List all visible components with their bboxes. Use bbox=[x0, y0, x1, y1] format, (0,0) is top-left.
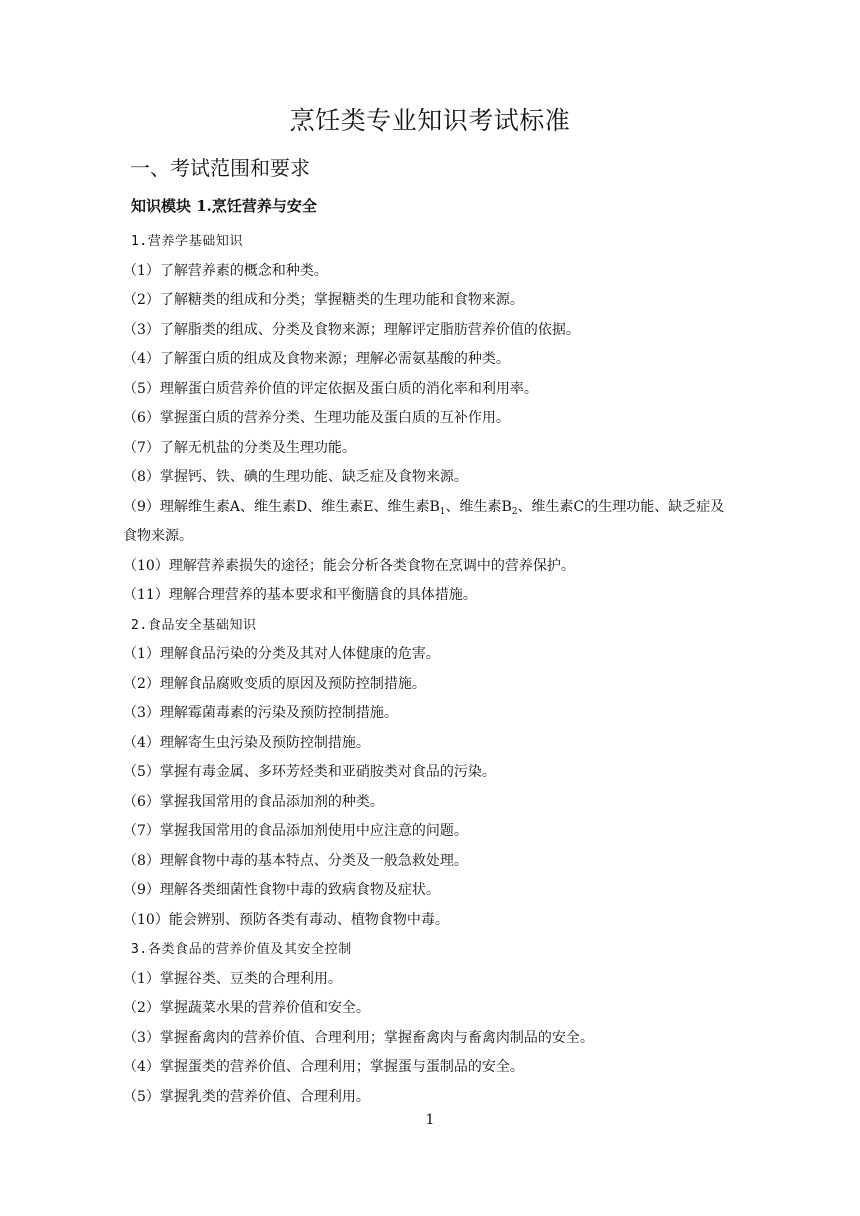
list-item: （4）掌握蛋类的营养价值、合理利用；掌握蛋与蛋制品的安全。 bbox=[123, 1059, 524, 1075]
document-title: 烹饪类专业知识考试标准 bbox=[289, 106, 571, 135]
section-heading: 一、考试范围和要求 bbox=[130, 156, 310, 180]
subscript: 1 bbox=[439, 506, 446, 517]
list-item: （2）了解糖类的组成和分类；掌握糖类的生理功能和食物来源。 bbox=[123, 292, 524, 308]
subsection-heading: 1.营养学基础知识 bbox=[131, 234, 244, 249]
list-item: （7）掌握我国常用的食品添加剂使用中应注意的问题。 bbox=[123, 823, 468, 839]
list-item: （5）掌握乳类的营养价值、合理利用。 bbox=[123, 1088, 370, 1105]
list-item: （4）理解寄生虫污染及预防控制措施。 bbox=[123, 734, 370, 751]
list-item: （2）掌握蔬菜水果的营养价值和安全。 bbox=[123, 1000, 370, 1016]
list-item: （10）能会辨别、预防各类有毒动、植物食物中毒。 bbox=[123, 911, 449, 928]
list-item-vitamins bbox=[123, 493, 733, 552]
list-item: （9）理解各类细菌性食物中毒的致病食物及症状。 bbox=[123, 882, 440, 898]
list-item: （5）理解蛋白质营养价值的评定依据及蛋白质的消化率和利用率。 bbox=[123, 380, 538, 397]
list-item: （4）了解蛋白质的组成及食物来源；理解必需氨基酸的种类。 bbox=[123, 351, 510, 367]
vitamin-text-part: 、维生素C的生理功能、缺乏症及食物来源。 bbox=[123, 498, 725, 544]
subscript: 2 bbox=[511, 506, 518, 517]
list-item: （11）理解合理营养的基本要求和平衡膳食的具体措施。 bbox=[123, 587, 477, 603]
list-item: （3）掌握畜禽肉的营养价值、合理利用；掌握畜禽肉与畜禽肉制品的安全。 bbox=[123, 1029, 594, 1046]
list-item: （7）了解无机盐的分类及生理功能。 bbox=[123, 439, 356, 456]
list-item: （2）理解食品腐败变质的原因及预防控制措施。 bbox=[123, 675, 426, 692]
list-item: （3）了解脂类的组成、分类及食物来源；理解评定脂肪营养价值的依据。 bbox=[123, 321, 580, 338]
list-item: （6）掌握我国常用的食品添加剂的种类。 bbox=[123, 793, 384, 810]
list-item: （1）了解营养素的概念和种类。 bbox=[123, 262, 328, 279]
list-item: （10）理解营养素损失的途径；能会分析各类食物在烹调中的营养保护。 bbox=[123, 557, 575, 574]
list-item: （1）掌握谷类、豆类的合理利用。 bbox=[123, 970, 342, 987]
list-item: （6）掌握蛋白质的营养分类、生理功能及蛋白质的互补作用。 bbox=[123, 410, 510, 426]
document-body bbox=[123, 227, 733, 1112]
module-title: 知识模块 1.烹饪营养与安全 bbox=[131, 197, 317, 215]
subsection-heading: 2.食品安全基础知识 bbox=[131, 617, 257, 633]
list-item: （5）掌握有毒金属、多环芳烃类和亚硝胺类对食品的污染。 bbox=[123, 764, 496, 780]
vitamin-text-part: （9）理解维生素A、维生素D、维生素E、维生素B bbox=[123, 498, 440, 515]
list-item: （1）理解食品污染的分类及其对人体健康的危害。 bbox=[123, 646, 440, 662]
subsection-heading: 3.各类食品的营养价值及其安全控制 bbox=[131, 942, 352, 957]
page-number: 1 bbox=[425, 1112, 435, 1128]
vitamin-text-part: 、维生素B bbox=[445, 498, 512, 515]
list-item: （3）理解霉菌毒素的污染及预防控制措施。 bbox=[123, 705, 398, 721]
list-item: （8）掌握钙、铁、碘的生理功能、缺乏症及食物来源。 bbox=[123, 469, 468, 485]
list-item: （8）理解食物中毒的基本特点、分类及一般急救处理。 bbox=[123, 852, 468, 869]
